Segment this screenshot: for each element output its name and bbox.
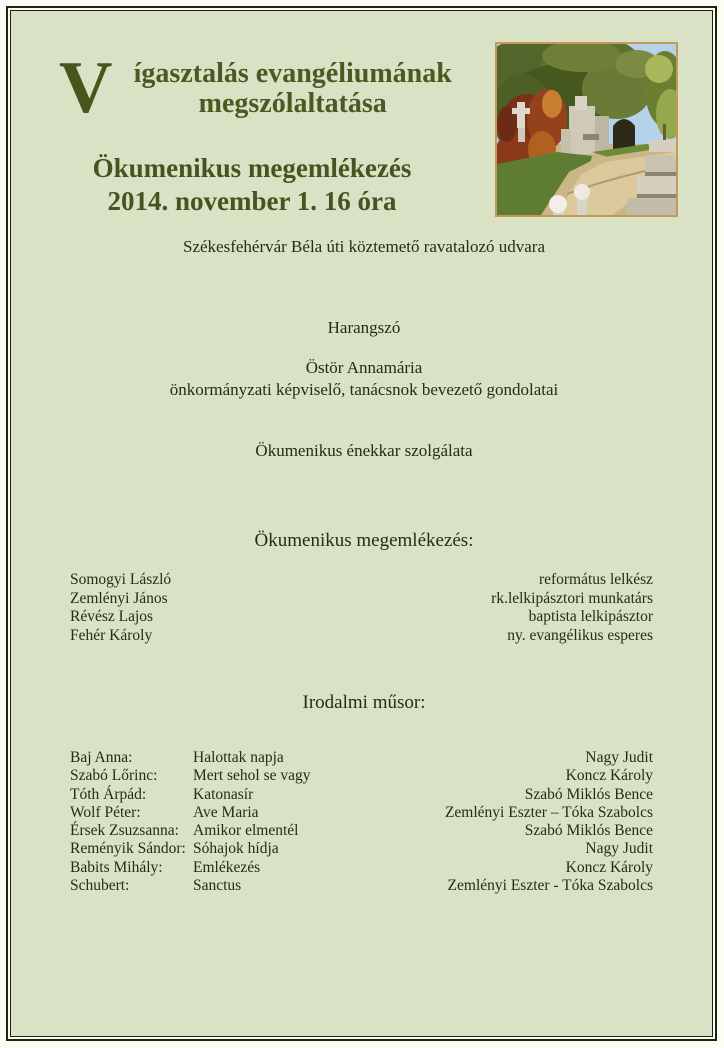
commemoration-row [70, 590, 653, 609]
commemoration-row [70, 627, 653, 646]
work-performer: Szabó Miklós Bence [524, 822, 653, 840]
work-title: Ave Maria [193, 803, 259, 821]
work-author: Érsek Zsuzsanna: [70, 822, 179, 840]
work-performer: Nagy Judit [585, 840, 653, 858]
cemetery-photo-image [497, 44, 676, 215]
speaker-block [11, 357, 713, 401]
commemoration-row [70, 571, 653, 590]
choir-line: Ökumenikus énekkar szolgálata [255, 441, 473, 460]
work-author: Baj Anna: [70, 749, 133, 766]
work-author: Schubert: [70, 877, 130, 895]
work-author: Reményik Sándor: [70, 840, 186, 858]
title-line2: megszólaltatása [198, 88, 387, 119]
work-performer: Zemlényi Eszter – Tóka Szabolcs [444, 803, 653, 821]
work-author: Szabó Lőrinc: [70, 767, 158, 785]
literary-row [70, 859, 653, 877]
title-dropcap: V [59, 47, 113, 129]
minister-role: rk.lelkipásztori munkatárs [491, 589, 653, 607]
work-author: Wolf Péter: [70, 803, 141, 821]
minister-role: ny. evangélikus esperes [507, 626, 653, 644]
literary-row [70, 877, 653, 895]
work-title: Katonasír [193, 785, 254, 803]
work-performer: Koncz Károly [565, 858, 653, 876]
work-performer: Nagy Judit [585, 749, 653, 766]
event-subtitle [11, 152, 493, 218]
literary-row [70, 786, 653, 804]
literary-row [70, 767, 653, 785]
minister-name: Fehér Károly [70, 626, 153, 644]
commemoration-row [70, 608, 653, 627]
literary-heading: Irodalmi műsor: [302, 692, 426, 713]
minister-name: Zemlényi János [70, 589, 168, 607]
work-title: Halottak napja [193, 749, 284, 766]
work-title: Amikor elmentél [193, 822, 299, 840]
event-datetime: 2014. november 1. 16 óra [107, 186, 397, 216]
document-page [10, 10, 713, 1037]
minister-name: Somogyi László [70, 571, 172, 588]
literary-list [70, 749, 653, 895]
work-performer: Zemlényi Eszter - Tóka Szabolcs [447, 877, 653, 895]
work-author: Babits Mihály: [70, 858, 163, 876]
literary-row [70, 749, 653, 767]
literary-row [70, 822, 653, 840]
work-title: Sanctus [193, 877, 242, 895]
work-performer: Szabó Miklós Bence [524, 785, 653, 803]
literary-row [70, 804, 653, 822]
speaker-name: Östör Annamária [305, 358, 423, 377]
bell-line: Harangszó [327, 318, 401, 337]
cemetery-photo [495, 42, 678, 217]
event-name: Ökumenikus megemlékezés [92, 153, 412, 183]
literary-row [70, 840, 653, 858]
work-title: Emlékezés [193, 858, 261, 876]
venue-line: Székesfehérvár Béla úti köztemető ravatalozó udvara [182, 237, 546, 256]
work-author: Tóth Árpád: [70, 785, 147, 803]
page-border [6, 6, 717, 1041]
speaker-role: önkormányzati képviselő, tanácsnok bevezető gondolatai [169, 380, 559, 399]
minister-role: baptista lelkipásztor [528, 608, 653, 625]
main-title [59, 47, 471, 129]
work-title: Sóhajok hídja [193, 840, 279, 858]
minister-name: Révész Lajos [70, 608, 154, 625]
work-performer: Koncz Károly [565, 767, 653, 785]
work-title: Mert sehol se vagy [193, 767, 311, 785]
commemoration-list [70, 571, 653, 645]
minister-role: református lelkész [538, 571, 653, 588]
title-line1: ígasztalás evangéliumának [133, 58, 452, 89]
commemoration-heading: Ökumenikus megemlékezés: [254, 530, 474, 551]
